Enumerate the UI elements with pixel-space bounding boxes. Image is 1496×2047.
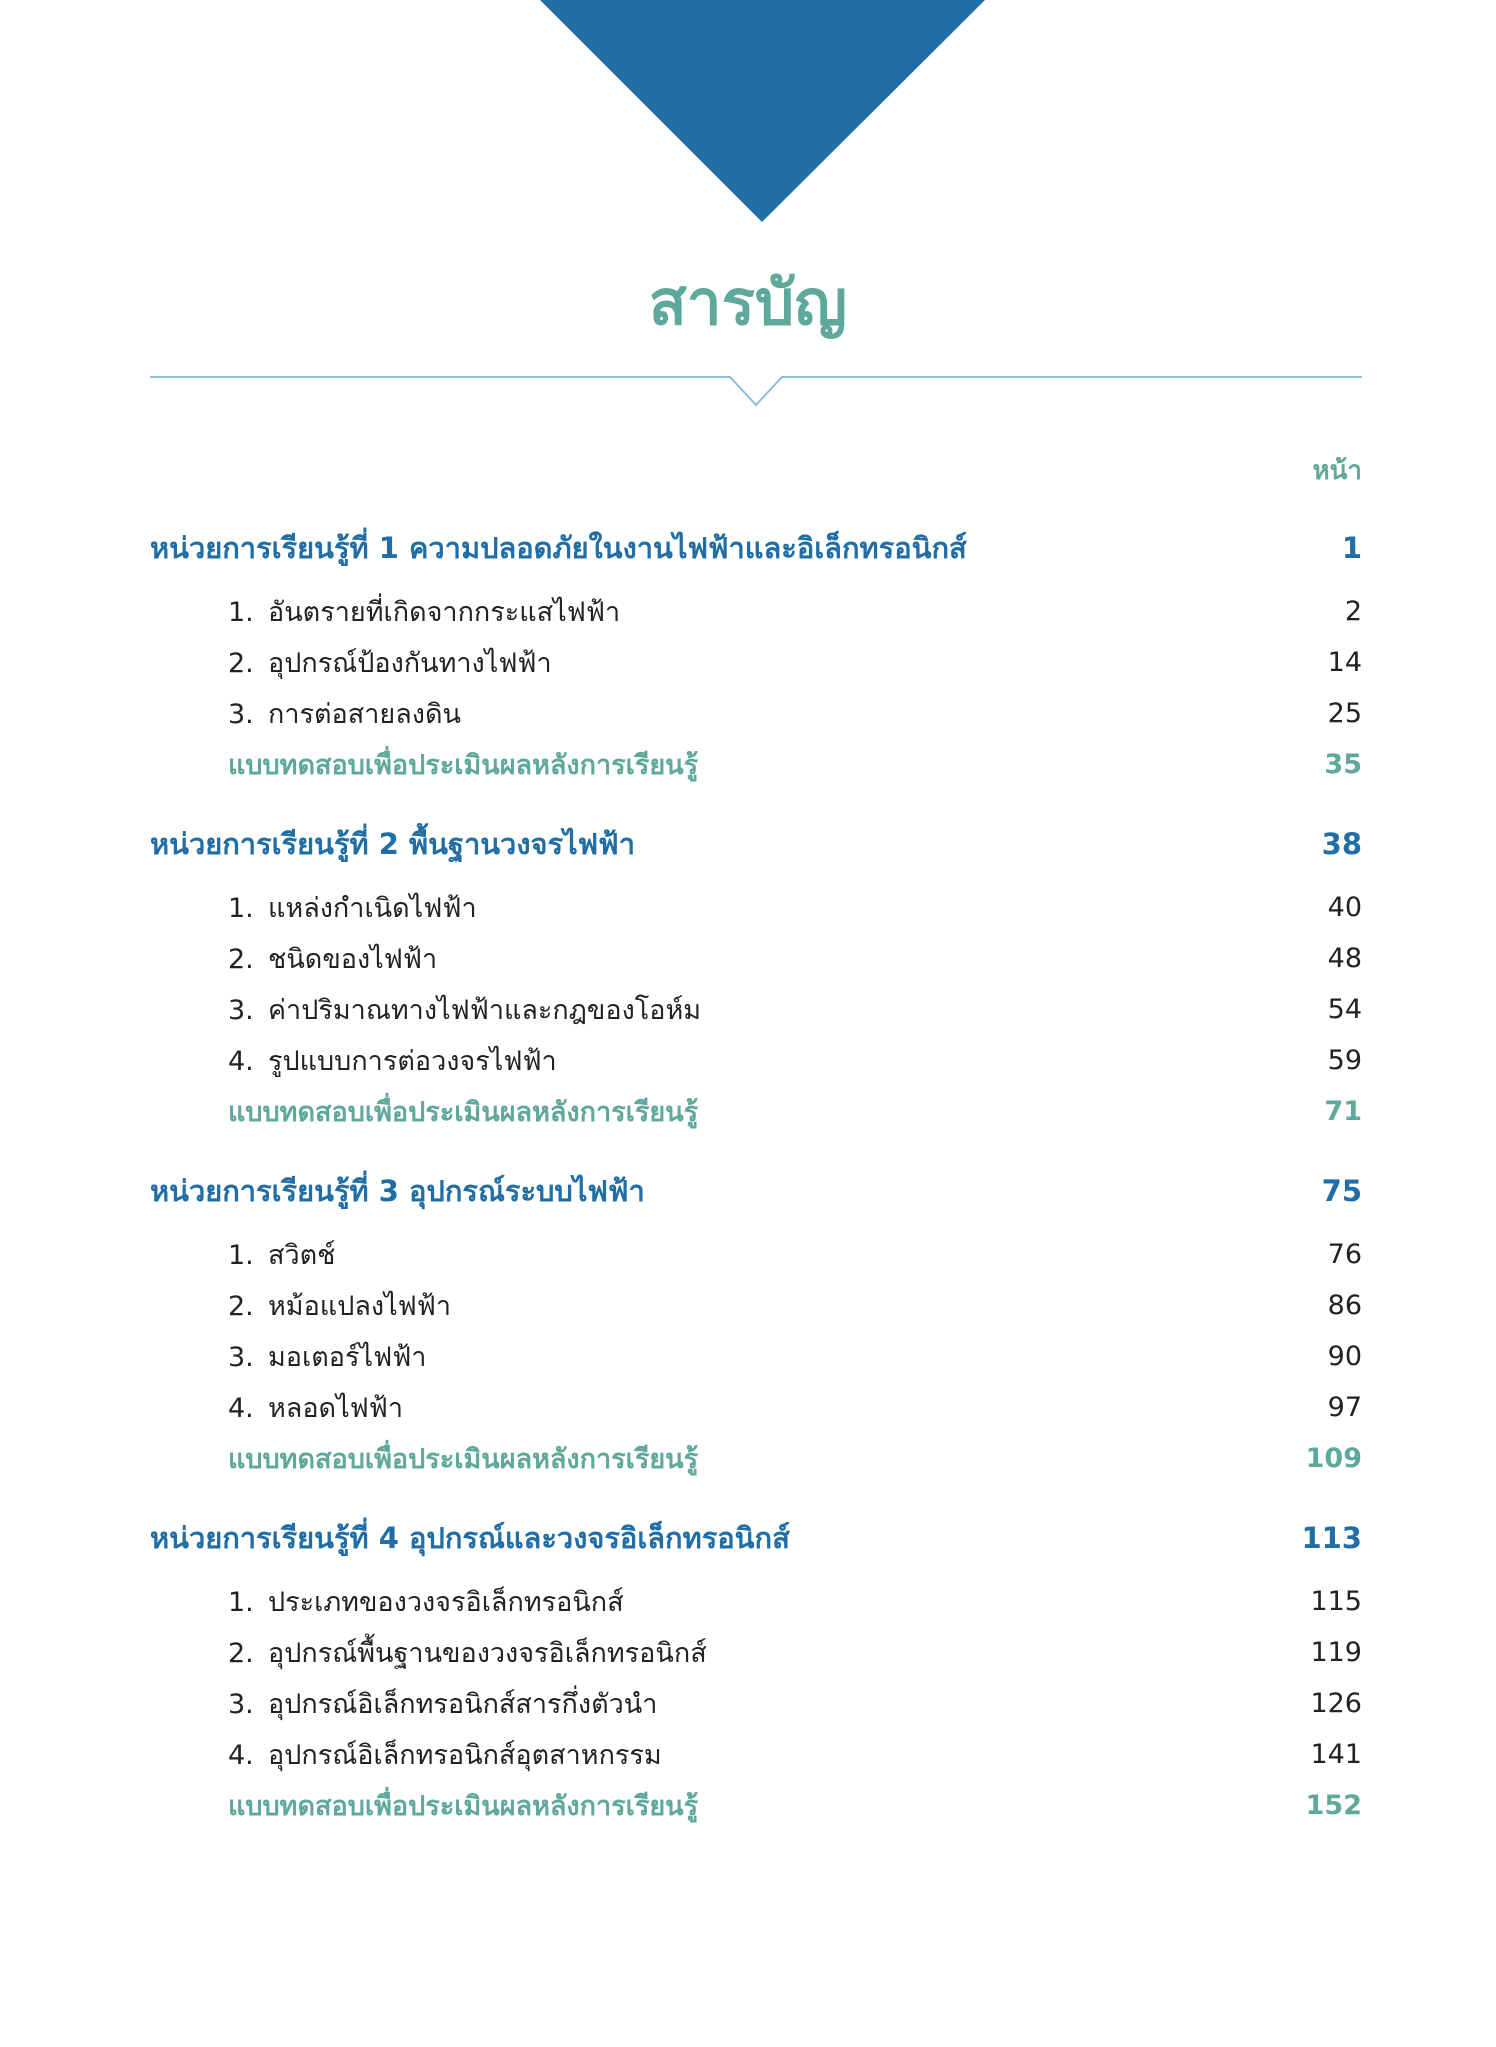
toc-entry-title: อุปกรณ์ป้องกันทางไฟฟ้า xyxy=(268,648,552,679)
toc-entry-index: 1. xyxy=(228,597,254,628)
toc-entry-label xyxy=(228,590,620,633)
toc-entry-index: 3. xyxy=(228,1689,254,1720)
top-triangle-decoration xyxy=(0,0,1496,230)
toc-entry-title: แหล่งกำเนิดไฟฟ้า xyxy=(268,893,477,924)
unit-page-number: 1 xyxy=(1341,531,1362,565)
toc-entry-page-number: 86 xyxy=(1327,1290,1362,1321)
toc-entry-label xyxy=(228,886,477,929)
toc-entry-label xyxy=(228,1335,426,1378)
toc-entry[interactable] xyxy=(150,1729,1362,1780)
toc-entry[interactable] xyxy=(150,1331,1362,1382)
toc-entry-index: 4. xyxy=(228,1046,254,1077)
toc-entry-title: อันตรายที่เกิดจากกระแสไฟฟ้า xyxy=(268,597,621,628)
toc-entry-page-number: 115 xyxy=(1310,1586,1362,1617)
toc-entry-index: 2. xyxy=(228,1638,254,1669)
toc-entry-label xyxy=(228,1631,707,1674)
toc-unit xyxy=(150,816,1362,1137)
toc-entry-index: 2. xyxy=(228,1291,254,1322)
toc-entry-label xyxy=(228,1733,662,1776)
title-divider xyxy=(150,365,1362,415)
toc-entry[interactable] xyxy=(150,1627,1362,1678)
post-test-entry[interactable] xyxy=(150,1086,1362,1137)
toc-unit xyxy=(150,1163,1362,1484)
unit-heading-row[interactable] xyxy=(150,520,1362,576)
toc-entry[interactable] xyxy=(150,1229,1362,1280)
toc-entry-index: 2. xyxy=(228,944,254,975)
toc-entry-index: 4. xyxy=(228,1393,254,1424)
toc-entry-page-number: 90 xyxy=(1327,1341,1362,1372)
toc-entry[interactable] xyxy=(150,1280,1362,1331)
post-test-entry[interactable] xyxy=(150,1780,1362,1831)
unit-heading-row[interactable] xyxy=(150,1510,1362,1566)
toc-entry-label xyxy=(228,1284,451,1327)
toc-entry-label xyxy=(228,937,437,980)
toc-entry-index: 3. xyxy=(228,995,254,1026)
toc-entry[interactable] xyxy=(150,882,1362,933)
post-test-label: แบบทดสอบเพื่อประเมินผลหลังการเรียนรู้ xyxy=(228,1097,699,1128)
toc-entry-title: รูปแบบการต่อวงจรไฟฟ้า xyxy=(268,1046,557,1077)
post-test-label: แบบทดสอบเพื่อประเมินผลหลังการเรียนรู้ xyxy=(228,750,699,781)
table-of-contents xyxy=(150,520,1362,1857)
post-test-label: แบบทดสอบเพื่อประเมินผลหลังการเรียนรู้ xyxy=(228,1444,699,1475)
toc-unit xyxy=(150,520,1362,790)
post-test-page-number: 152 xyxy=(1305,1790,1362,1821)
post-test-entry[interactable] xyxy=(150,739,1362,790)
toc-entry-page-number: 14 xyxy=(1327,647,1362,678)
unit-page-number: 113 xyxy=(1301,1521,1362,1555)
toc-entry-title: สวิตช์ xyxy=(268,1240,336,1271)
toc-entry-title: ประเภทของวงจรอิเล็กทรอนิกส์ xyxy=(268,1587,624,1618)
post-test-page-number: 109 xyxy=(1305,1443,1362,1474)
toc-entry-index: 1. xyxy=(228,1587,254,1618)
post-test-entry[interactable] xyxy=(150,1433,1362,1484)
unit-heading-row[interactable] xyxy=(150,816,1362,872)
toc-entry[interactable] xyxy=(150,586,1362,637)
toc-entry[interactable] xyxy=(150,688,1362,739)
unit-heading: หน่วยการเรียนรู้ที่ 4 อุปกรณ์และวงจรอิเล็กทรอนิกส์ xyxy=(150,1521,790,1555)
toc-entry-title: มอเตอร์ไฟฟ้า xyxy=(268,1342,427,1373)
unit-heading-row[interactable] xyxy=(150,1163,1362,1219)
toc-entry-page-number: 59 xyxy=(1327,1045,1362,1076)
toc-entry[interactable] xyxy=(150,933,1362,984)
toc-entry-title: การต่อสายลงดิน xyxy=(268,699,461,730)
toc-entry[interactable] xyxy=(150,637,1362,688)
toc-entry-label xyxy=(228,692,461,735)
toc-entry-index: 3. xyxy=(228,1342,254,1373)
toc-entry-title: อุปกรณ์อิเล็กทรอนิกส์อุตสาหกรรม xyxy=(268,1740,662,1771)
page-column-label: หน้า xyxy=(1312,456,1362,486)
post-test-page-number: 71 xyxy=(1324,1096,1362,1127)
toc-entry-index: 1. xyxy=(228,1240,254,1271)
toc-entry-page-number: 76 xyxy=(1327,1239,1362,1270)
post-test-label: แบบทดสอบเพื่อประเมินผลหลังการเรียนรู้ xyxy=(228,1791,699,1822)
toc-entry-label xyxy=(228,1682,657,1725)
toc-entry-title: ชนิดของไฟฟ้า xyxy=(268,944,438,975)
toc-unit xyxy=(150,1510,1362,1831)
toc-entry[interactable] xyxy=(150,1576,1362,1627)
post-test-page-number: 35 xyxy=(1324,749,1362,780)
toc-entry[interactable] xyxy=(150,1035,1362,1086)
toc-entry-label xyxy=(228,988,701,1031)
toc-entry-title: หลอดไฟฟ้า xyxy=(268,1393,404,1424)
toc-entry-title: อุปกรณ์พื้นฐานของวงจรอิเล็กทรอนิกส์ xyxy=(268,1638,707,1669)
page-title: สารบัญ xyxy=(648,266,848,339)
toc-entry[interactable] xyxy=(150,1678,1362,1729)
toc-entry-page-number: 54 xyxy=(1327,994,1362,1025)
toc-entry-index: 2. xyxy=(228,648,254,679)
toc-entry-page-number: 48 xyxy=(1327,943,1362,974)
toc-entry-page-number: 25 xyxy=(1327,698,1362,729)
toc-entry-page-number: 141 xyxy=(1310,1739,1362,1770)
toc-entry-index: 3. xyxy=(228,699,254,730)
toc-entry-label xyxy=(228,1580,624,1623)
toc-entry-title: ค่าปริมาณทางไฟฟ้าและกฎของโอห์ม xyxy=(268,995,702,1026)
unit-page-number: 38 xyxy=(1321,827,1362,861)
toc-entry-index: 1. xyxy=(228,893,254,924)
toc-entry-index: 4. xyxy=(228,1740,254,1771)
toc-entry-page-number: 126 xyxy=(1310,1688,1362,1719)
toc-entry-page-number: 97 xyxy=(1327,1392,1362,1423)
toc-entry-title: หม้อแปลงไฟฟ้า xyxy=(268,1291,452,1322)
unit-heading: หน่วยการเรียนรู้ที่ 1 ความปลอดภัยในงานไฟฟ้าและอิเล็กทรอนิกส์ xyxy=(150,531,967,565)
toc-entry-title: อุปกรณ์อิเล็กทรอนิกส์สารกึ่งตัวนำ xyxy=(268,1689,658,1720)
toc-entry-label xyxy=(228,1386,403,1429)
toc-entry-label xyxy=(228,1233,336,1276)
unit-page-number: 75 xyxy=(1321,1174,1362,1208)
toc-entry-page-number: 2 xyxy=(1344,596,1362,627)
unit-heading: หน่วยการเรียนรู้ที่ 3 อุปกรณ์ระบบไฟฟ้า xyxy=(150,1174,645,1208)
toc-entry-label xyxy=(228,641,552,684)
toc-entry-page-number: 40 xyxy=(1327,892,1362,923)
toc-entry[interactable] xyxy=(150,984,1362,1035)
toc-entry-page-number: 119 xyxy=(1310,1637,1362,1668)
toc-entry-label xyxy=(228,1039,557,1082)
toc-entry[interactable] xyxy=(150,1382,1362,1433)
unit-heading: หน่วยการเรียนรู้ที่ 2 พื้นฐานวงจรไฟฟ้า xyxy=(150,827,635,861)
